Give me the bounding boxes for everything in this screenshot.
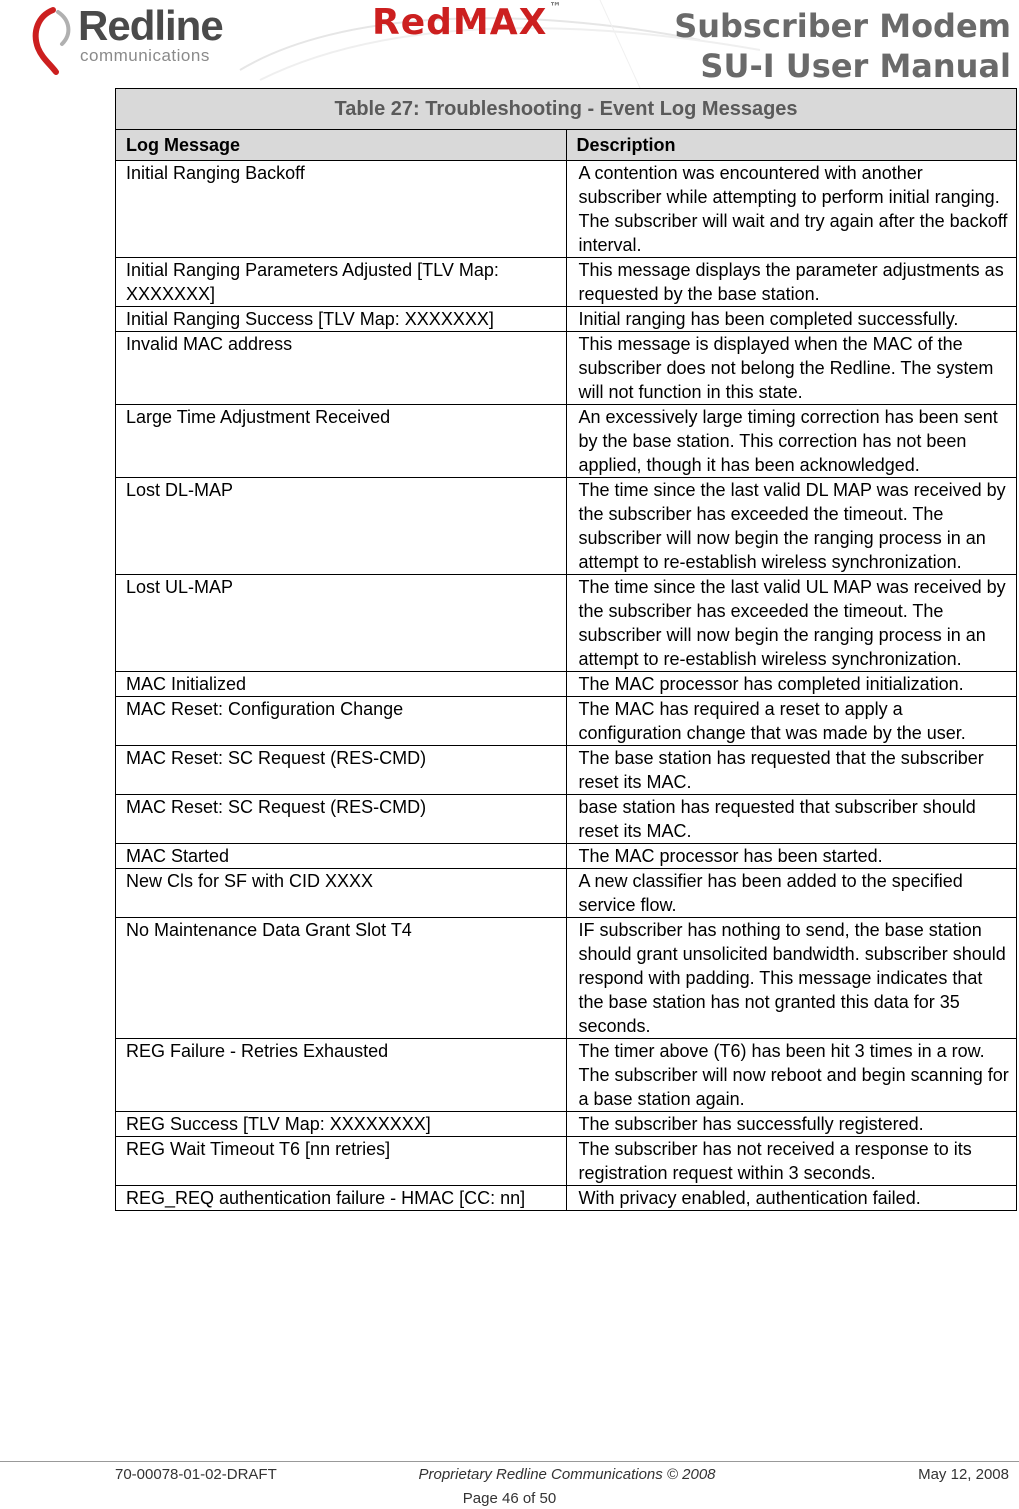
log-message-cell: Initial Ranging Parameters Adjusted [TLV Map: XXXXXXX] — [116, 258, 567, 307]
log-message-cell: Invalid MAC address — [116, 332, 567, 405]
description-cell: The time since the last valid UL MAP was received by the subscriber has exceeded the timeout. The subscriber will now begin the ranging process in an attempt to re-establish wireless synchronization. — [566, 575, 1017, 672]
log-message-cell: Lost UL-MAP — [116, 575, 567, 672]
table-header-row — [116, 130, 1017, 161]
description-cell: With privacy enabled, authentication failed. — [566, 1186, 1017, 1211]
description-cell: A new classifier has been added to the specified service flow. — [566, 869, 1017, 918]
description-cell: base station has requested that subscriber should reset its MAC. — [566, 795, 1017, 844]
table-row — [116, 918, 1017, 1039]
table-row — [116, 478, 1017, 575]
table-row — [116, 672, 1017, 697]
description-cell: This message displays the parameter adjustments as requested by the base station. — [566, 258, 1017, 307]
log-message-cell: REG Failure - Retries Exhausted — [116, 1039, 567, 1112]
description-cell: The timer above (T6) has been hit 3 times in a row. The subscriber will now reboot and begin scanning for a base station again. — [566, 1039, 1017, 1112]
log-message-cell: MAC Reset: Configuration Change — [116, 697, 567, 746]
column-header-log-message: Log Message — [116, 130, 567, 161]
table-row — [116, 844, 1017, 869]
table-row — [116, 869, 1017, 918]
table-row — [116, 795, 1017, 844]
description-cell: The MAC has required a reset to apply a configuration change that was made by the user. — [566, 697, 1017, 746]
log-message-cell: No Maintenance Data Grant Slot T4 — [116, 918, 567, 1039]
trademark-symbol: ™ — [549, 0, 563, 14]
footer-copyright: Proprietary Redline Communications © 2008 — [418, 1466, 716, 1483]
manual-title-line-2: SU-I User Manual — [700, 47, 1011, 85]
table-row — [116, 1186, 1017, 1211]
log-message-cell: MAC Started — [116, 844, 567, 869]
redline-swirl-icon — [28, 2, 78, 82]
table-row — [116, 405, 1017, 478]
logo-tagline: communications — [80, 46, 210, 65]
table-row — [116, 161, 1017, 258]
description-cell: The MAC processor has completed initialization. — [566, 672, 1017, 697]
footer-date: May 12, 2008 — [918, 1466, 1009, 1483]
footer-divider — [0, 1461, 1019, 1462]
footer-page-number: Page 46 of 50 — [462, 1490, 557, 1507]
table-row — [116, 332, 1017, 405]
table-row — [116, 307, 1017, 332]
table-row — [116, 697, 1017, 746]
event-log-table — [115, 88, 1017, 1211]
log-message-cell: MAC Reset: SC Request (RES-CMD) — [116, 746, 567, 795]
log-message-cell: Large Time Adjustment Received — [116, 405, 567, 478]
table-row — [116, 575, 1017, 672]
description-cell: The time since the last valid DL MAP was received by the subscriber has exceeded the timeout. The subscriber will now begin the ranging process in an attempt to re-establish wireless synchronization. — [566, 478, 1017, 575]
log-message-cell: REG Wait Timeout T6 [nn retries] — [116, 1137, 567, 1186]
manual-title-line-1: Subscriber Modem — [674, 7, 1011, 45]
description-cell: The base station has requested that the subscriber reset its MAC. — [566, 746, 1017, 795]
table-row — [116, 1039, 1017, 1112]
description-cell: The MAC processor has been started. — [566, 844, 1017, 869]
log-message-cell: New Cls for SF with CID XXXX — [116, 869, 567, 918]
manual-title — [674, 6, 1011, 86]
redline-logo — [28, 2, 248, 82]
log-message-cell: Initial Ranging Success [TLV Map: XXXXXXX] — [116, 307, 567, 332]
column-header-description: Description — [566, 130, 1017, 161]
description-cell: The subscriber has successfully registered. — [566, 1112, 1017, 1137]
description-cell: This message is displayed when the MAC of the subscriber does not belong the Redline. The system will not function in this state. — [566, 332, 1017, 405]
table-body — [116, 161, 1017, 1211]
log-message-cell: REG Success [TLV Map: XXXXXXXX] — [116, 1112, 567, 1137]
log-message-cell: Initial Ranging Backoff — [116, 161, 567, 258]
log-message-cell: MAC Initialized — [116, 672, 567, 697]
table-row — [116, 746, 1017, 795]
table-row — [116, 1112, 1017, 1137]
table-row — [116, 1137, 1017, 1186]
log-message-cell: MAC Reset: SC Request (RES-CMD) — [116, 795, 567, 844]
logo-wordmark: Redline — [78, 2, 223, 49]
footer-doc-number: 70-00078-01-02-DRAFT — [115, 1466, 277, 1483]
description-cell: Initial ranging has been completed successfully. — [566, 307, 1017, 332]
description-cell: IF subscriber has nothing to send, the base station should grant unsolicited bandwidth. subscriber should respond with padding. This message indicates that the base station has not granted this data for 35 seconds. — [566, 918, 1017, 1039]
description-cell: A contention was encountered with another subscriber while attempting to perform initial ranging. The subscriber will wait and try again after the backoff interval. — [566, 161, 1017, 258]
description-cell: An excessively large timing correction has been sent by the base station. This correction has not been applied, though it has been acknowledged. — [566, 405, 1017, 478]
description-cell: The subscriber has not received a response to its registration request within 3 seconds. — [566, 1137, 1017, 1186]
product-name: RedMAX ™ — [372, 0, 563, 43]
table-row — [116, 258, 1017, 307]
log-message-cell: Lost DL-MAP — [116, 478, 567, 575]
table-caption: Table 27: Troubleshooting - Event Log Messages — [116, 89, 1017, 130]
log-message-cell: REG_REQ authentication failure - HMAC [CC: nn] — [116, 1186, 567, 1211]
page-header — [0, 0, 1019, 88]
